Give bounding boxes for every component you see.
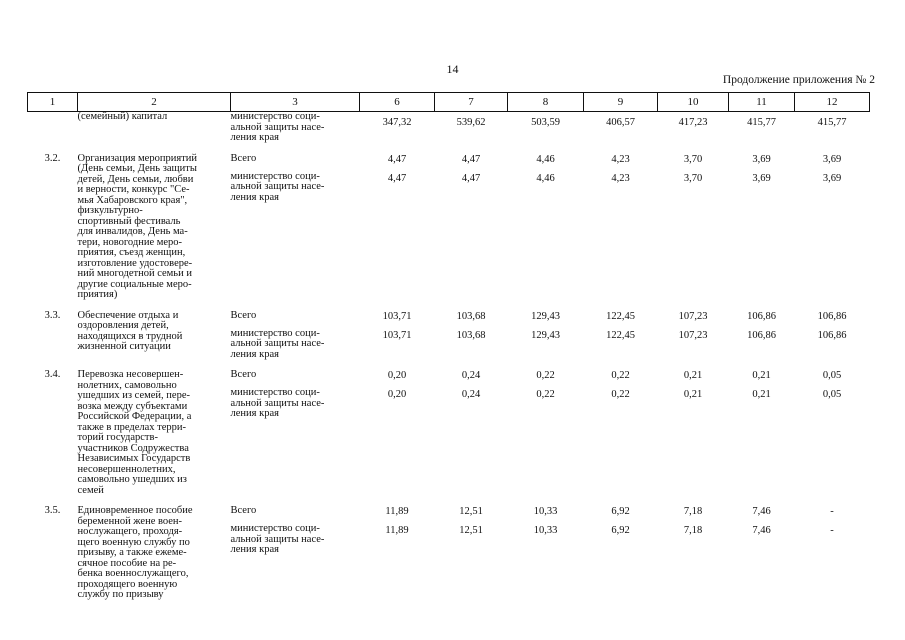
executor-value: 0,20 xyxy=(387,389,407,400)
total-value: 11,89 xyxy=(385,506,409,517)
total-value: 4,46 xyxy=(536,153,555,165)
total-value: 106,86 xyxy=(817,310,847,322)
total-value: 0,21 xyxy=(752,370,771,381)
total-value: 4,23 xyxy=(611,153,630,165)
executor-value: 103,68 xyxy=(456,329,486,341)
executor-value: 10,33 xyxy=(533,525,558,536)
column-header: 11 xyxy=(729,93,795,112)
row-spacer xyxy=(28,144,870,154)
total-label: Всего xyxy=(230,152,257,164)
value-cell xyxy=(360,154,435,301)
total-value: 0,24 xyxy=(461,370,481,381)
executor-label: министерство соци- альной защиты насе- ления края xyxy=(230,170,325,203)
value-cell xyxy=(508,370,584,496)
measure-name: Обеспечение отдыха и оздоровления детей, находящихся в трудной жизненной ситуации xyxy=(77,309,183,352)
continuation-label: Продолжение приложения № 2 xyxy=(722,74,875,86)
executor-label: министерство соци- альной защиты насе- ления края xyxy=(230,387,325,419)
executor-value: 0,21 xyxy=(752,389,771,400)
value-cell xyxy=(729,311,795,361)
executor-value: 103,71 xyxy=(382,329,412,341)
total-label: Всего xyxy=(230,505,257,516)
column-header-row xyxy=(28,93,870,112)
executor-value: 0,22 xyxy=(536,389,555,400)
column-header: 12 xyxy=(795,93,870,112)
executor-value: 106,86 xyxy=(747,329,776,341)
measure-name: Единовременное пособие беременной жене воен- нослужащего, проходя- щего военную службу по призыву, а также ежеме- сячное пособие на ре- бенка военнослужащего, проходящего военную службу по призыву xyxy=(77,505,193,600)
total-value: 7,18 xyxy=(683,506,703,517)
value-cell xyxy=(435,311,508,361)
measure-name: Организация мероприятий (День семьи, День защиты детей, День семьи, любви и верности, конкурс "Се- мья Хабаровского края", физкультурно- спортивный фестиваль для инвалидов, День ма- тери, новогодние меро- приятия, съезд женщин, изготовление удостовере- ний многодетной семьи и другие социальные меро- приятия) xyxy=(77,152,197,300)
table-row xyxy=(28,506,870,601)
executor-label: министерство соци- альной защиты насе- ления края xyxy=(230,523,325,555)
total-value: 0,21 xyxy=(683,370,703,381)
total-value: 7,46 xyxy=(752,506,771,517)
column-header: 8 xyxy=(508,93,584,112)
executor-value: 0,22 xyxy=(611,389,630,400)
executor-value: 12,51 xyxy=(459,525,483,536)
executor-label: министерство соци- альной защиты насе- ления края xyxy=(230,111,325,143)
value-cell xyxy=(584,311,658,361)
value-cell xyxy=(795,311,870,361)
row-number: 3.5. xyxy=(44,505,61,516)
value-cell xyxy=(795,370,870,496)
total-value: 0,05 xyxy=(822,370,842,381)
value-cell xyxy=(584,506,658,601)
value-cell xyxy=(795,154,870,301)
carryover-row xyxy=(28,112,870,144)
carryover-executor xyxy=(231,112,360,144)
column-header: 2 xyxy=(78,93,231,112)
total-value: 12,51 xyxy=(459,506,483,517)
total-value: 10,33 xyxy=(533,506,558,517)
executor-value: 3,69 xyxy=(822,172,842,184)
total-value: 6,92 xyxy=(611,506,630,517)
row-number: 3.3. xyxy=(44,309,61,321)
carryover-value: 415,77 xyxy=(817,117,847,128)
table-row xyxy=(28,370,870,496)
total-value: 3,69 xyxy=(752,153,771,165)
value-cell xyxy=(508,311,584,361)
value-cell xyxy=(360,370,435,496)
total-value: - xyxy=(830,506,834,517)
executor-value: 11,89 xyxy=(385,525,409,536)
column-header: 9 xyxy=(584,93,658,112)
total-value: 4,47 xyxy=(387,153,407,165)
executor-value: - xyxy=(830,525,834,536)
row-number xyxy=(28,112,78,144)
value-cell xyxy=(729,506,795,601)
executor-cell xyxy=(231,506,360,601)
executor-value: 106,86 xyxy=(817,329,847,341)
total-value: 129,43 xyxy=(531,310,560,322)
total-value: 4,47 xyxy=(461,153,481,165)
column-header: 3 xyxy=(231,93,360,112)
total-label: Всего xyxy=(230,369,257,380)
column-header: 6 xyxy=(360,93,435,112)
value-cell xyxy=(584,154,658,301)
total-value: 122,45 xyxy=(606,310,635,322)
total-value: 103,68 xyxy=(456,310,486,322)
column-header: 10 xyxy=(658,93,729,112)
value-cell xyxy=(729,370,795,496)
table-row xyxy=(28,311,870,361)
value-cell xyxy=(435,154,508,301)
row-spacer xyxy=(28,301,870,311)
executor-value: 6,92 xyxy=(611,525,630,536)
executor-value: 122,45 xyxy=(606,329,635,341)
executor-cell xyxy=(231,311,360,361)
value-cell xyxy=(658,154,729,301)
column-header: 7 xyxy=(435,93,508,112)
value-cell xyxy=(435,506,508,601)
executor-value: 4,47 xyxy=(461,172,481,184)
executor-value: 0,21 xyxy=(683,389,703,400)
executor-value: 0,05 xyxy=(822,389,842,400)
executor-value: 3,70 xyxy=(683,172,703,184)
total-value: 3,70 xyxy=(683,153,703,165)
executor-cell xyxy=(231,154,360,301)
total-value: 106,86 xyxy=(747,310,776,322)
page-number: 14 xyxy=(446,62,459,76)
total-value: 3,69 xyxy=(822,153,842,165)
executor-cell xyxy=(231,370,360,496)
executor-value: 129,43 xyxy=(531,329,560,341)
executor-label: министерство соци- альной защиты насе- ления края xyxy=(230,327,325,360)
table-row xyxy=(28,154,870,301)
value-cell xyxy=(508,154,584,301)
executor-value: 4,46 xyxy=(536,172,555,184)
row-number: 3.2. xyxy=(44,152,61,164)
executor-value: 4,47 xyxy=(387,172,407,184)
total-value: 0,22 xyxy=(611,370,630,381)
carryover-value: 417,23 xyxy=(678,117,708,128)
value-cell xyxy=(795,506,870,601)
value-cell xyxy=(658,506,729,601)
executor-value: 107,23 xyxy=(678,329,708,341)
value-cell xyxy=(729,154,795,301)
value-cell xyxy=(508,506,584,601)
carryover-value: 415,77 xyxy=(747,117,776,128)
value-cell xyxy=(360,311,435,361)
total-label: Всего xyxy=(230,309,257,321)
column-header: 1 xyxy=(28,93,78,112)
total-value: 0,20 xyxy=(387,370,407,381)
measure-name: Перевозка несовершен- нолетних, самовольно ушедших из семей, пере- возка между субъектами Российской Федерации, а также в пределах терри- торий государств- участников Содружества Независимых Государств несовершеннолетних, самовольно ушедших из семей xyxy=(77,369,192,496)
value-cell xyxy=(658,370,729,496)
total-value: 107,23 xyxy=(678,310,708,322)
program-table xyxy=(27,92,870,601)
value-cell xyxy=(435,370,508,496)
carryover-name: (семейный) капитал xyxy=(77,111,168,122)
value-cell xyxy=(658,311,729,361)
value-cell xyxy=(360,506,435,601)
total-value: 0,22 xyxy=(536,370,555,381)
value-cell xyxy=(584,370,658,496)
executor-value: 3,69 xyxy=(752,172,771,184)
executor-value: 4,23 xyxy=(611,172,630,184)
carryover-value: 539,62 xyxy=(456,117,486,128)
total-value: 103,71 xyxy=(382,310,412,322)
carryover-value: 503,59 xyxy=(531,117,560,128)
executor-value: 7,18 xyxy=(683,525,703,536)
carryover-value: 406,57 xyxy=(606,117,635,128)
carryover-value: 347,32 xyxy=(382,117,412,128)
executor-value: 7,46 xyxy=(752,525,771,536)
row-number: 3.4. xyxy=(44,369,61,380)
executor-value: 0,24 xyxy=(461,389,481,400)
